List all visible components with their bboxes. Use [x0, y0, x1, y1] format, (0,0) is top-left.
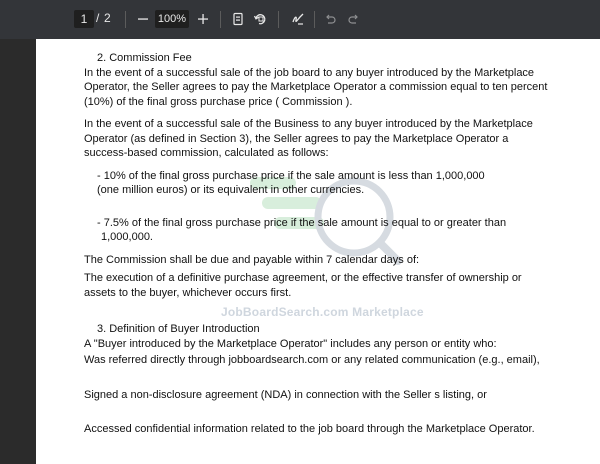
- viewer-gutter: [0, 39, 36, 464]
- zoom-out-button[interactable]: [133, 9, 153, 29]
- annotate-button[interactable]: [288, 9, 308, 29]
- redo-button[interactable]: [344, 9, 364, 29]
- paragraph: The execution of a definitive purchase agreement, or the effective transfer of ownership or assets to the buyer, whichever occurs first.: [84, 272, 522, 299]
- toolbar-divider: [125, 11, 126, 28]
- page-separator: /: [96, 11, 100, 25]
- section-heading-buyer: 3. Definition of Buyer Introduction: [97, 323, 260, 335]
- watermark-text: JobBoardSearch.com Marketplace: [221, 305, 424, 319]
- bullet-item: - 10% of the final gross purchase price if the sale amount is less than 1,000,000: [97, 169, 485, 182]
- bullet-item: - 7.5% of the final gross purchase price if the sale amount is equal to or greater than: [97, 216, 507, 229]
- page-number-input[interactable]: 1: [74, 10, 94, 28]
- paragraph: Signed a non-disclosure agreement (NDA) in connection with the Seller s listing, or: [84, 388, 487, 401]
- undo-button[interactable]: [320, 9, 340, 29]
- bullet-item-continuation: (one million euros) or its equivalent in other currencies.: [97, 184, 365, 196]
- paragraph: Was referred directly through jobboardsearch.com or any related communication (e.g., email),: [84, 354, 540, 366]
- fit-page-icon: [231, 12, 245, 26]
- document-page: [36, 39, 600, 464]
- document-content: [84, 51, 554, 437]
- undo-icon: [324, 13, 336, 25]
- paragraph: A "Buyer introduced by the Marketplace Operator" includes any person or entity who:: [84, 337, 497, 350]
- page-total: 2: [104, 11, 111, 25]
- rotate-icon: [253, 12, 267, 26]
- pdf-toolbar: [0, 0, 600, 39]
- paragraph: In the event of a successful sale of the job board to any buyer introduced by the Marketplace Operator, the Seller agrees to pay the Marketplace Operator a commission equal to ten percent (10%) of the final gross purchase price ( Commission ).: [84, 66, 548, 108]
- fit-page-button[interactable]: [228, 9, 248, 29]
- annotate-icon: [291, 12, 305, 26]
- paragraph: Accessed confidential information related to the job board through the Marketplace Operator.: [84, 423, 535, 435]
- toolbar-divider: [314, 11, 315, 28]
- rotate-button[interactable]: [250, 9, 270, 29]
- plus-icon: [197, 13, 209, 25]
- zoom-in-button[interactable]: [193, 9, 213, 29]
- paragraph: In the event of a successful sale of the Business to any buyer introduced by the Marketplace Operator (as defined in Section 3), the Seller agrees to pay the Marketplace Operator a success-based commission, calculated as follows:: [84, 118, 533, 159]
- toolbar-divider: [220, 11, 221, 28]
- section-heading-commission: 2. Commission Fee: [97, 52, 192, 64]
- minus-icon: [137, 13, 149, 25]
- zoom-level-input[interactable]: 100%: [155, 10, 189, 28]
- toolbar-divider: [278, 11, 279, 28]
- paragraph: The Commission shall be due and payable within 7 calendar days of:: [84, 253, 420, 266]
- redo-icon: [348, 13, 360, 25]
- bullet-item-continuation: 1,000,000.: [101, 231, 153, 243]
